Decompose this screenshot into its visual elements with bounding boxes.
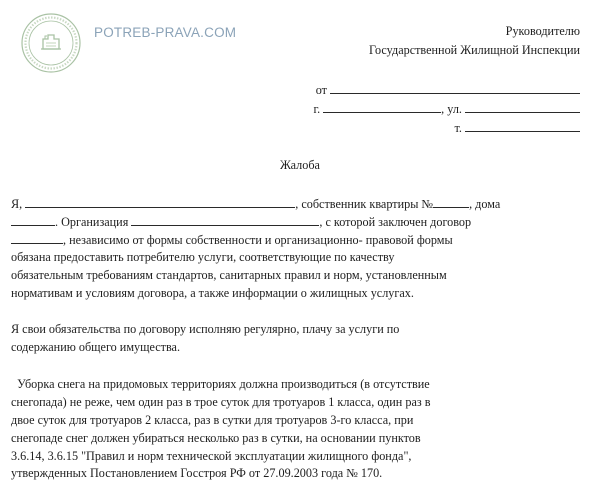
body-line	[11, 232, 453, 248]
addressee-org: Государственной Жилищной Инспекции	[369, 43, 580, 57]
apartment-blank	[433, 196, 469, 208]
address-line	[313, 101, 580, 117]
house-blank	[11, 214, 55, 226]
from-blank	[330, 82, 580, 94]
organization-text: . Организация	[55, 215, 129, 229]
body-text: , независимо от формы собственности и организационно- правовой формы	[63, 233, 453, 247]
body-line: двое суток для тротуаров 2 класса, раз в сутки для тротуаров 3-го класса, при	[11, 413, 414, 427]
phone-line	[454, 120, 580, 136]
from-line	[316, 82, 580, 98]
body-line: снегопаде снег должен убираться несколько раз в сутки, на основании пунктов	[11, 431, 421, 445]
from-label: от	[315, 83, 327, 97]
body-line: 3.6.14, 3.6.15 "Правил и норм технической эксплуатации жилищного фонда",	[11, 449, 412, 463]
body-line: Уборка снега на придомовых территориях должна производиться (в отсутствие	[11, 377, 430, 391]
body-line: обязательным требованиям стандартов, санитарных правил и норм, установленным	[11, 268, 447, 282]
owner-text: , собственник квартиры №	[295, 197, 434, 211]
site-logo	[20, 12, 250, 74]
complainant-label: Я,	[11, 197, 23, 211]
body-line: нормативам и условиям договора, а также информации о жилищных услугах.	[11, 286, 414, 300]
phone-label: т.	[454, 121, 462, 135]
body-line	[11, 196, 500, 212]
body-line: Я свои обязательства по договору исполняю регулярно, плачу за услуги по	[11, 322, 400, 336]
contract-text: , с которой заключен договор	[319, 215, 472, 229]
body-line: обязана предоставить потребителю услуги, соответствующие по качеству	[11, 250, 395, 264]
street-blank	[465, 101, 580, 113]
logo-badge-icon	[20, 12, 82, 74]
body-line: снегопада) не реже, чем один раз в трое суток для тротуаров 1 класса, один раз в	[11, 395, 431, 409]
site-name: POTREB-PRAVA.COM	[94, 25, 237, 40]
body-line	[11, 214, 471, 230]
body-line: утвержденных Постановлением Госстроя РФ от 27.09.2003 года № 170.	[11, 466, 383, 480]
house-text: , дома	[469, 197, 501, 211]
phone-blank	[465, 120, 580, 132]
organization-blank	[131, 214, 319, 226]
contract-blank	[11, 232, 63, 244]
body-line: содержанию общего имущества.	[11, 340, 181, 354]
addressee-title: Руководителю	[505, 24, 580, 38]
city-label: г.	[313, 102, 321, 116]
city-blank	[323, 101, 441, 113]
street-label: , ул.	[441, 102, 462, 116]
name-blank	[25, 196, 295, 208]
document-title: Жалоба	[280, 158, 320, 172]
